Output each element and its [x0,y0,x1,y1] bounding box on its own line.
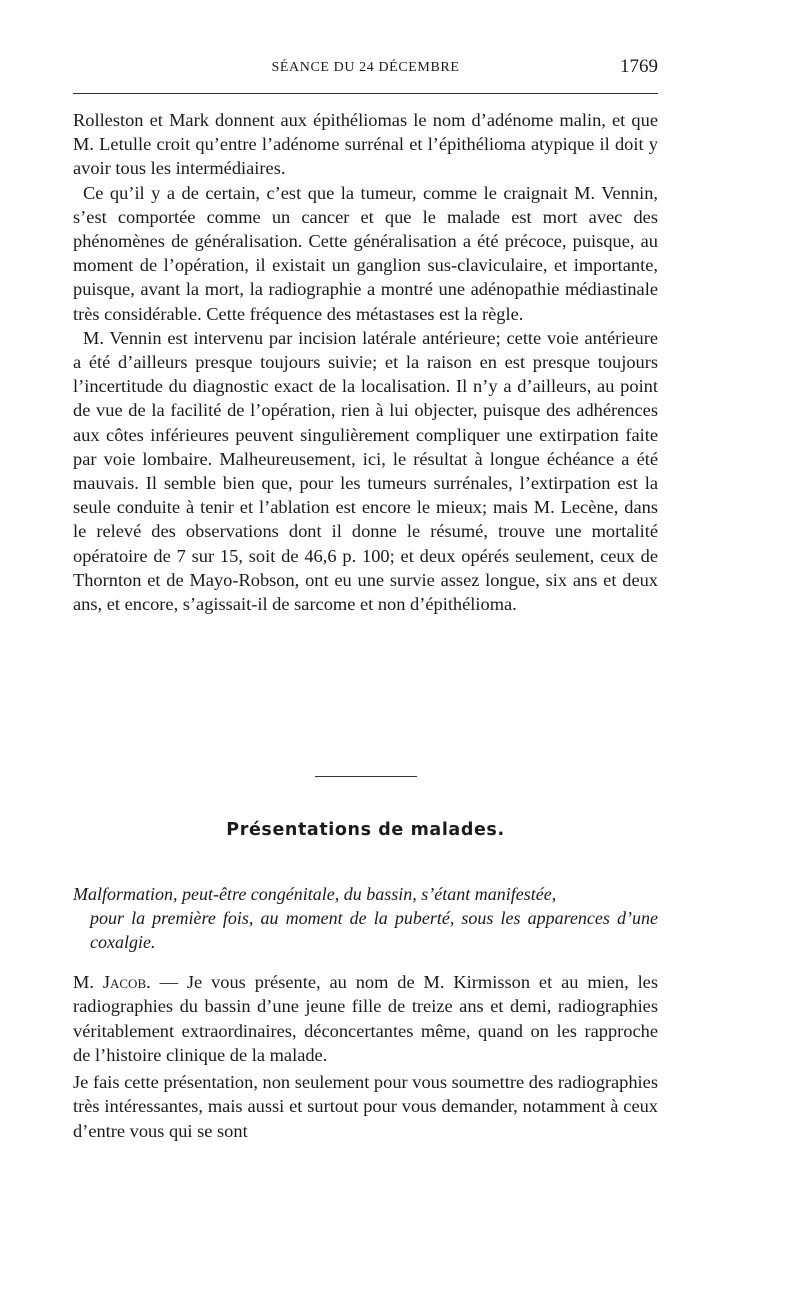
case-paragraph-2: Je fais cette présentation, non seulement pour vous soumettre des radiographies très intéressantes, mais aussi et surtout pour vous demander, notamment à ceux d’entre vous qui se sont [73,1072,658,1141]
running-header [73,56,658,84]
body-text [73,108,658,616]
page-number: 1769 [620,56,658,77]
section-title: Présentations de malades. [226,820,505,840]
paragraph-3: M. Vennin est intervenu par incision latérale antérieure; cette voie antérieure a été d’ailleurs presque toujours suivie; et la raison en est presque toujours l’incertitude du diagnostic exact de la localisation. Il n’y a d’ailleurs, au point de vue de la facilité de l’opération, rien à lui objecter, puisque des adhérences aux côtes inférieures peuvent singulièrement compliquer une extirpation faite par voie lombaire. Malheureusement, ici, le résultat à longue échéance a été mauvais. Il semble bien que, pour les tumeurs surrénales, l’extirpation est la seule conduite à tenir et l’ablation est encore le mieux; mais M. Lecène, dans le relevé des observations dont il donne le résumé, trouve une mortalité opératoire de 7 sur 15, soit de 46,6 p. 100; et deux opérés seulement, ceux de Thornton et de Mayo-Robson, ont eu une survie assez longue, six ans et deux ans, et encore, s’agissait-il de sarcome et non d’épithélioma. [73,327,658,615]
case-subtitle [73,882,658,954]
running-title: SÉANCE DU 24 DÉCEMBRE [271,60,460,75]
header-rule [73,93,658,94]
case-subtitle-line1: Malformation, peut-être congénitale, du bassin, s’étant manifestée, [73,884,557,904]
paragraph-2: Ce qu’il y a de certain, c’est que la tumeur, comme le craignait M. Vennin, s’est comportée comme un cancer et que le malade est mort avec des phénomènes de généralisation. Cette généralisation a été précoce, puisque, au moment de l’opération, il existait un ganglion sus-claviculaire, et importante, puisque, avant la mort, la radiographie a montré une adénopathie médiastinale très considérable. Cette fréquence des métastases est la règle. [73,182,658,324]
case-body [73,970,658,1143]
case-subtitle-rest: pour la première fois, au moment de la puberté, sous les apparences d’une coxalgie. [90,908,658,952]
case-paragraph-1 [73,970,658,1067]
speaker-name: M. Jacob. [73,972,151,992]
paragraph-1: Rolleston et Mark donnent aux épithéliomas le nom d’adénome malin, et que M. Letulle croit qu’entre l’adénome surrénal et l’épithélioma atypique il doit y avoir tous les intermédiaires. [73,110,658,179]
case-paragraph-1-text: — Je vous présente, au nom de M. Kirmisson et au mien, les radiographies du bassin d’une jeune fille de treize ans et demi, radiographies véritablement extraordinaires, déconcertantes même, quand on les rapproche de l’histoire clinique de la malade. [73,972,659,1065]
section-separator [315,776,417,777]
